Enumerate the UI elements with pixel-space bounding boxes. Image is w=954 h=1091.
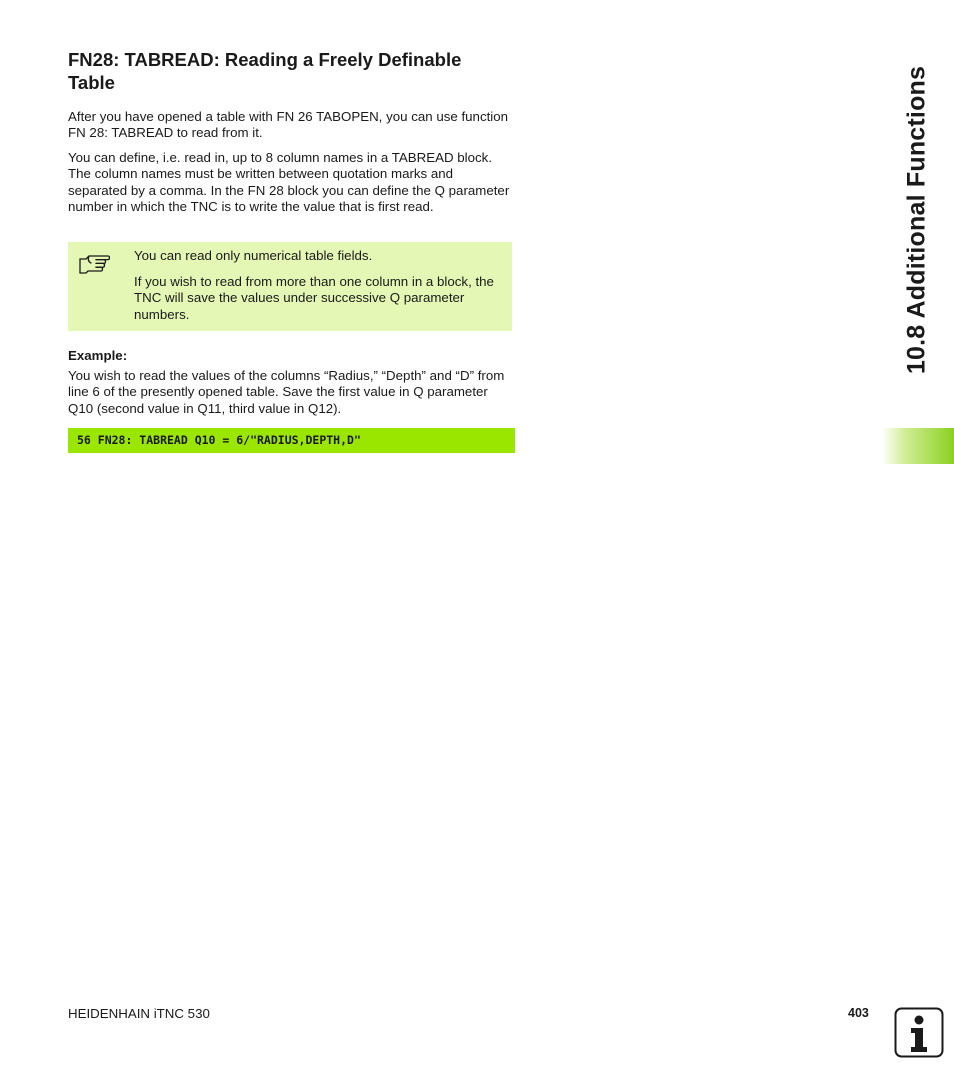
footer-product-name: HEIDENHAIN iTNC 530 [68,1006,210,1021]
info-icon [894,1007,944,1058]
note-line-2: If you wish to read from more than one column in a block, the TNC will save the values under successive Q parameter numbers. [134,274,494,322]
intro-paragraph: After you have opened a table with FN 26 TABOPEN, you can use function FN 28: TABREAD to read from it. [68,109,509,141]
description-paragraph: You can define, i.e. read in, up to 8 column names in a TABREAD block. The column names must be written between quotation marks and separated by a comma. In the FN 28 block you can define the Q parameter number in which the TNC is to write the value that is first read. [68,150,510,214]
chapter-tab-marker [882,428,954,464]
example-paragraph: You wish to read the values of the columns “Radius,” “Depth” and “D” from line 6 of the presently opened table. Save the first value in Q parameter Q10 (second value in Q11, third value in Q12). [68,368,505,416]
code-block [68,428,515,453]
chapter-sidebar [880,30,954,410]
pointing-hand-icon [78,252,110,276]
note-line-1: You can read only numerical table fields. [134,248,373,263]
example-label: Example: [68,348,128,363]
section-heading: FN28: TABREAD: Reading a Freely Definable Table [68,49,462,93]
page-number: 403 [848,1006,869,1020]
chapter-title: 10.8 Additional Functions [902,65,931,375]
code-line: 56 FN28: TABREAD Q10 = 6/"RADIUS,DEPTH,D" [77,433,361,447]
note-box [68,242,512,331]
